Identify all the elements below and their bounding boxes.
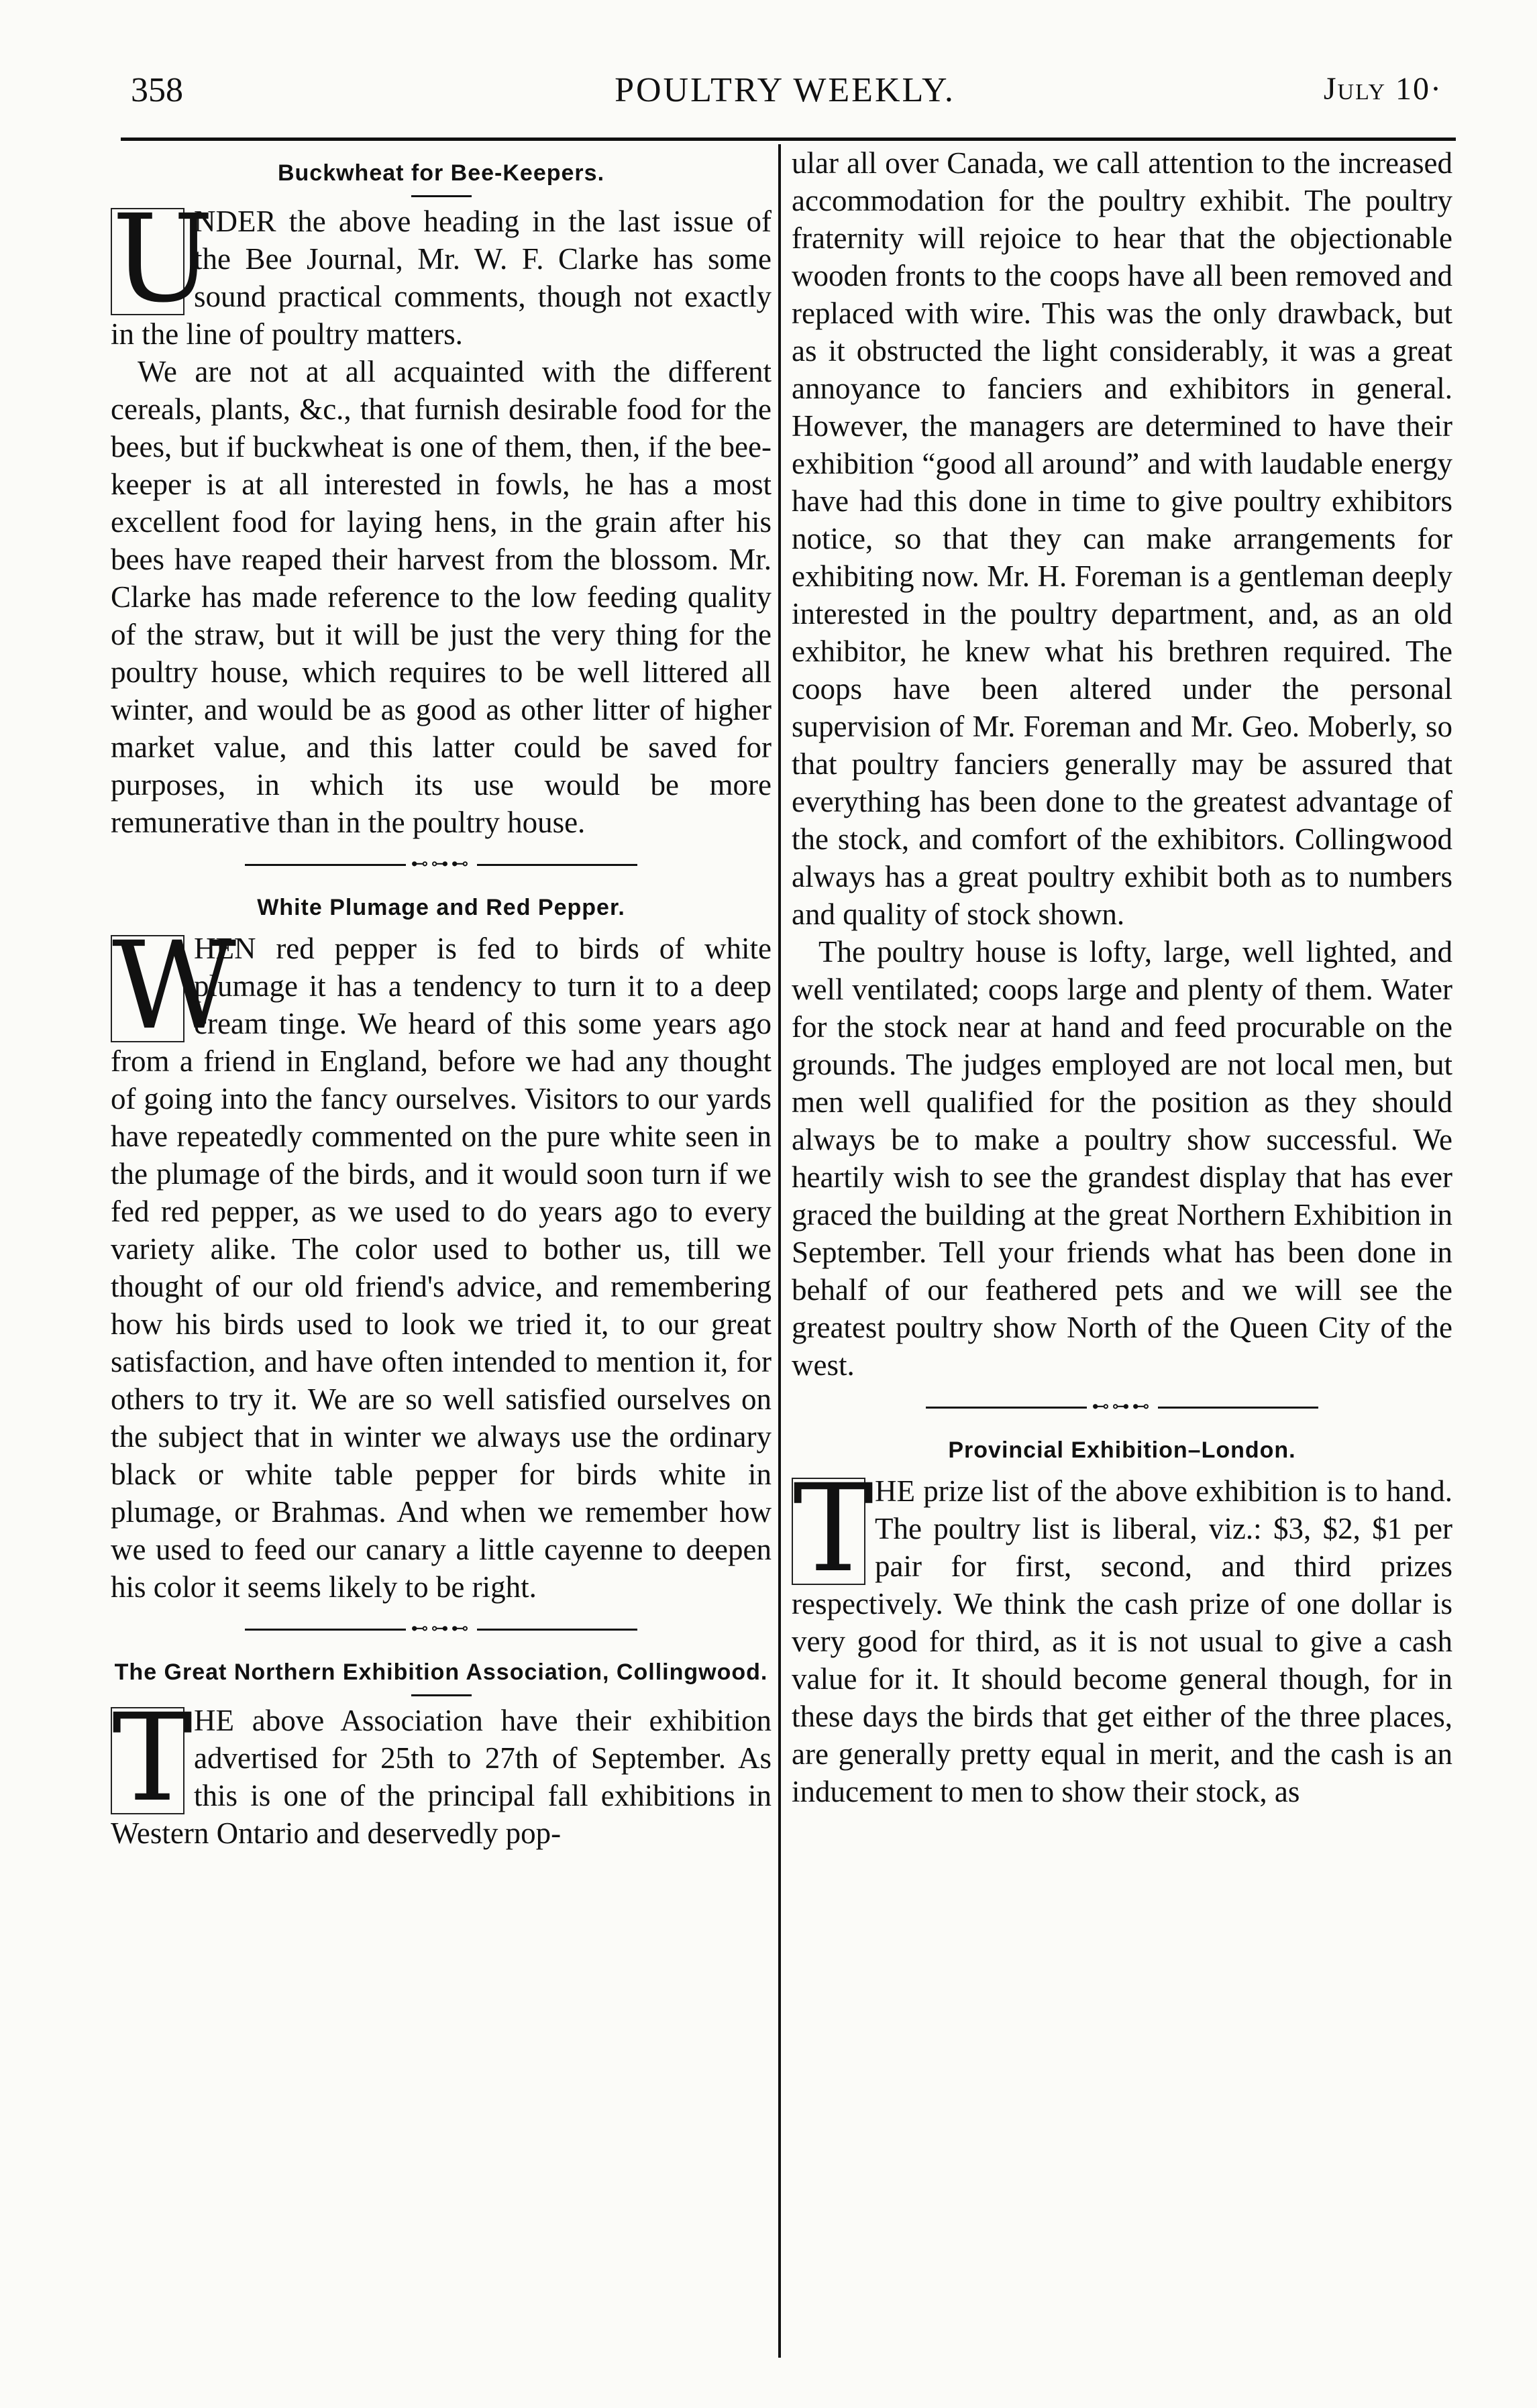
- column-divider: [778, 144, 781, 2358]
- drop-cap: T: [793, 1459, 874, 1599]
- article-lead-paragraph: HE prize list of the above exhibition is to hand. The poultry list is liberal, viz.: $3, $2, $1 per pair for first, second, and third prizes respectively. We think the cash prize of one dollar is very good for third, as it is not usual to give a cash value for it. It should become general though, for in these days the birds that get either of the three places, are generally pretty equal in merit, and the cash is an inducement to men to show their stock, as: [792, 1474, 1452, 1808]
- article-provincial-exhibition: [792, 1435, 1452, 1810]
- page-number: 358: [131, 71, 183, 109]
- page-header: [121, 70, 1449, 124]
- issue-date: July 10·: [1323, 71, 1442, 107]
- article-paragraph: The poultry house is lofty, large, well lighted, and well ventilated; coops large and plenty of them. Water for the stock near at hand and feed procurable on the grounds. The judges employed are not local men, but men well qualified for the position as they should always be to make a poultry show successful. We heartily wish to see the grandest display that has ever graced the building at the great Northern Exhibition in September. Tell your friends what has been done in behalf of our feathered pets and we will see the greatest poultry show North of the Queen City of the west.: [792, 935, 1452, 1382]
- publication-title: POULTRY WEEKLY.: [615, 71, 955, 109]
- section-ornament: ⊷⊶⊷: [111, 1617, 772, 1643]
- article-lead-paragraph: HEN red pepper is fed to birds of white plumage it has a tendency to turn it to a deep cream tinge. We heard of this some years ago from a friend in England, before we had any thought of going into the fancy ourselves. Visitors to our yards have repeatedly commented on the pure white seen in the plumage of the birds, and it would soon turn if we fed red pepper, as we used to do years ago to every variety alike. The color used to bother us, till we thought of our old friend's advice, and remembering how his birds used to look we tried it, to our great satisfaction, and have often intended to mention it, for others to try it. We are so well satisfied ourselves on the subject that in winter we always use the ordinary black or white table pepper for birds white in plumage, or Brahmas. And when we remember how we used to feed our canary a little cayenne to deepen his color it seems likely to be right.: [111, 932, 772, 1604]
- article-white-plumage: [111, 892, 772, 1606]
- article-heading: White Plumage and Red Pepper.: [257, 895, 625, 920]
- drop-cap: T: [112, 1688, 193, 1828]
- article-great-northern: [111, 1657, 772, 1852]
- article-paragraph: We are not at all acquainted with the different cereals, plants, &c., that furnish desirable food for the bees, but if buckwheat is one of them, then, if the bee-keeper is at all interested in fowls, he has a most excellent food for laying hens, in the grain after his bees have reaped their harvest from the blossom. Mr. Clarke has made reference to the low feeding quality of the straw, but it will be just the very thing for the poultry house, which requires to be well littered all winter, and would be as good as other litter of higher market value, and this latter could be saved for purposes, in which its use would be more remunerative than in the poultry house.: [111, 355, 772, 839]
- article-heading: Provincial Exhibition–London.: [948, 1437, 1296, 1463]
- heading-rule: [411, 195, 472, 197]
- article-heading: The Great Northern Exhibition Association, Collingwood.: [114, 1659, 768, 1685]
- drop-cap: U: [112, 189, 214, 329]
- right-column: [792, 144, 1452, 1810]
- header-rule: [121, 138, 1456, 141]
- drop-cap: W: [112, 916, 237, 1056]
- article-continuation: ular all over Canada, we call attention to the increased accommodation for the poultry exhibit. The poultry fraternity will rejoice to hear that the objectionable wooden fronts to the coops have all been removed and replaced with wire. This was the only drawback, but as it obstructed the light considerably, it was a great annoyance to fanciers and exhibitors in general. However, the managers are determined to have their exhibition “good all around” and with laudable energy have had this done in time to give poultry exhibitors notice, so that they can make arrangements for exhibiting now. Mr. H. Foreman is a gentleman deeply interested in the poultry department, and, as an old exhibitor, he knew what his brethren required. The coops have been altered under the personal supervision of Mr. Foreman and Mr. Geo. Moberly, so that poultry fanciers generally may be assured that everything has been done to the greatest advantage of the stock, and comfort of the exhibitors. Collingwood always has a great poultry exhibit both as to numbers and quality of stock shown.: [792, 146, 1452, 931]
- article-heading: Buckwheat for Bee-Keepers.: [277, 160, 605, 186]
- section-ornament: ⊷⊶⊷: [111, 852, 772, 879]
- article-buckwheat: [111, 158, 772, 841]
- section-ornament: ⊷⊶⊷: [792, 1394, 1452, 1421]
- left-column: [111, 144, 772, 1852]
- heading-rule: [411, 1694, 472, 1696]
- article-lead-paragraph: HE above Association have their exhibition advertised for 25th to 27th of September. As this is one of the principal fall exhibitions in Western Ontario and deservedly pop-: [111, 1704, 772, 1850]
- article-lead-paragraph: NDER the above heading in the last issue of the Bee Journal, Mr. W. F. Clarke has some sound practical comments, though not exactly in the line of poultry matters.: [111, 205, 772, 351]
